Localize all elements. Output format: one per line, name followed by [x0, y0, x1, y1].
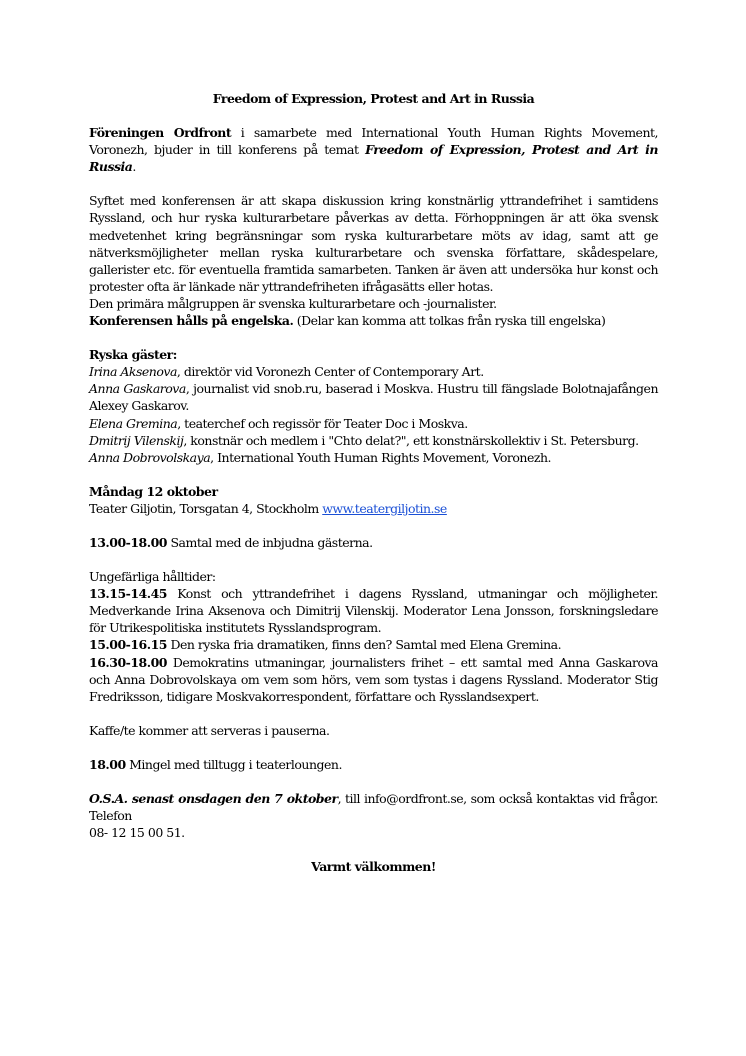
spacer: [89, 841, 658, 858]
guest-name: Elena Gremina: [89, 415, 178, 431]
guests-heading: Ryska gäster:: [89, 347, 177, 363]
guest-name: Anna Dobrovolskaya: [89, 449, 211, 465]
schedule-item: 15.00-16.15 Den ryska fria dramatiken, finns den? Samtal med Elena Gremina.: [89, 637, 562, 653]
spacer: [89, 773, 658, 790]
session-time: 15.00-16.15: [89, 637, 167, 653]
spacer: [89, 551, 658, 568]
main-session: 13.00-18.00 Samtal med de inbjudna gästerna.: [89, 534, 373, 550]
guest-item: Irina Aksenova, direktör vid Voronezh Center of Contemporary Art.: [89, 364, 484, 380]
schedule-heading: Ungefärliga hålltider:: [89, 569, 216, 585]
document-page: [89, 90, 658, 875]
coffee-note: Kaffe/te kommer att serveras i pauserna.: [89, 722, 330, 738]
schedule-item: 13.15-14.45 Konst och yttrandefrihet i dagens Ryssland, utmaningar och möjligheter. Medverkande Irina Aksenova och Dimitrij Vilenskij. Moderator Lena Jonsson, forskningsledare för Utrikespolitiska institutets Rysslandsprogram.: [89, 586, 658, 636]
conference-theme: Freedom of Expression, Protest and Art in Russia: [89, 142, 658, 175]
guest-name: Irina Aksenova: [89, 364, 177, 380]
document-title: Freedom of Expression, Protest and Art in Russia: [212, 91, 535, 106]
session-time: 13.00-18.00: [89, 534, 167, 550]
intro-text: i samarbete med International Youth Human Rights Movement, Voronezh, bjuder in till konferens på temat: [89, 125, 658, 158]
purpose-paragraph: Syftet med konferensen är att skapa diskussion kring konstnärlig yttrandefrihet i samtidens Ryssland, och hur ryska kulturarbetare påverkas av detta. Förhoppningen är att öka svensk medvetenhet kring begränsningar som ryska kulturarbetare möts av idag, samt att ge nätverksmöjligheter mellan ryska kulturarbetare och svenska författare, skådespelare, gallerister etc. för eventuella framtida samarbeten. Tanken är även att undersöka hur konst och protester ofta är länkade när yttrandefriheten ifrågasätts eller hotas.: [89, 193, 658, 294]
mingle-line: 18.00 Mingel med tilltugg i teaterloungen.: [89, 756, 342, 772]
guest-name: Dmitrij Vilenskij: [89, 432, 184, 448]
session-time: 18.00: [89, 756, 126, 772]
guest-item: Anna Gaskarova, journalist vid snob.ru, baserad i Moskva. Hustru till fängslade Bolotnajafången Alexey Gaskarov.: [89, 381, 658, 414]
spacer: [89, 466, 658, 483]
schedule-item: 16.30-18.00 Demokratins utmaningar, journalisters frihet – ett samtal med Anna Gaskarova och Anna Dobrovolskaya om vem som hörs, vem som tystas i dagens Ryssland. Moderator Stig Fredriksson, tidigare Moskvakorrespondent, författare och Rysslandsexpert.: [89, 654, 658, 704]
spacer: [89, 705, 658, 722]
session-time: 16.30-18.00: [89, 654, 167, 670]
spacer: [89, 739, 658, 756]
guest-name: Anna Gaskarova: [89, 381, 186, 397]
contact-phone: 08- 12 15 00 51.: [89, 825, 185, 841]
audience-line: Den primära målgruppen är svenska kulturarbetare och -journalister.: [89, 295, 497, 311]
closing-line: Varmt välkommen!: [311, 859, 436, 875]
spacer: [89, 329, 658, 346]
rsvp-paragraph: O.S.A. senast onsdagen den 7 oktober, till info@ordfront.se, som också kontaktas vid frågor. Telefon: [89, 791, 658, 824]
intro-paragraph: Föreningen Ordfront i samarbete med International Youth Human Rights Movement, Voronezh, bjuder in till konferens på temat Freedom of Expression, Protest and Art in Russia.: [89, 125, 658, 175]
rsvp-deadline: O.S.A. senast onsdagen den 7 oktober: [89, 791, 338, 806]
guest-item: Elena Gremina, teaterchef och regissör för Teater Doc i Moskva.: [89, 415, 468, 431]
guest-item: Anna Dobrovolskaya, International Youth Human Rights Movement, Voronezh.: [89, 449, 551, 465]
language-line: Konferensen hålls på engelska. (Delar kan komma att tolkas från ryska till engelska): [89, 313, 606, 329]
organizer-name: Föreningen Ordfront: [89, 125, 232, 141]
venue-website-link[interactable]: www.teatergiljotin.se: [322, 500, 447, 516]
guest-item: Dmitrij Vilenskij, konstnär och medlem i "Chto delat?", ett konstnärskollektiv i St. Petersburg.: [89, 432, 639, 448]
event-date: Måndag 12 oktober: [89, 483, 218, 499]
spacer: [89, 175, 658, 192]
session-time: 13.15-14.45: [89, 586, 167, 602]
spacer: [89, 517, 658, 534]
event-venue: Teater Giljotin, Torsgatan 4, Stockholm www.teatergiljotin.se: [89, 500, 447, 516]
language-note: Konferensen hålls på engelska.: [89, 313, 294, 329]
